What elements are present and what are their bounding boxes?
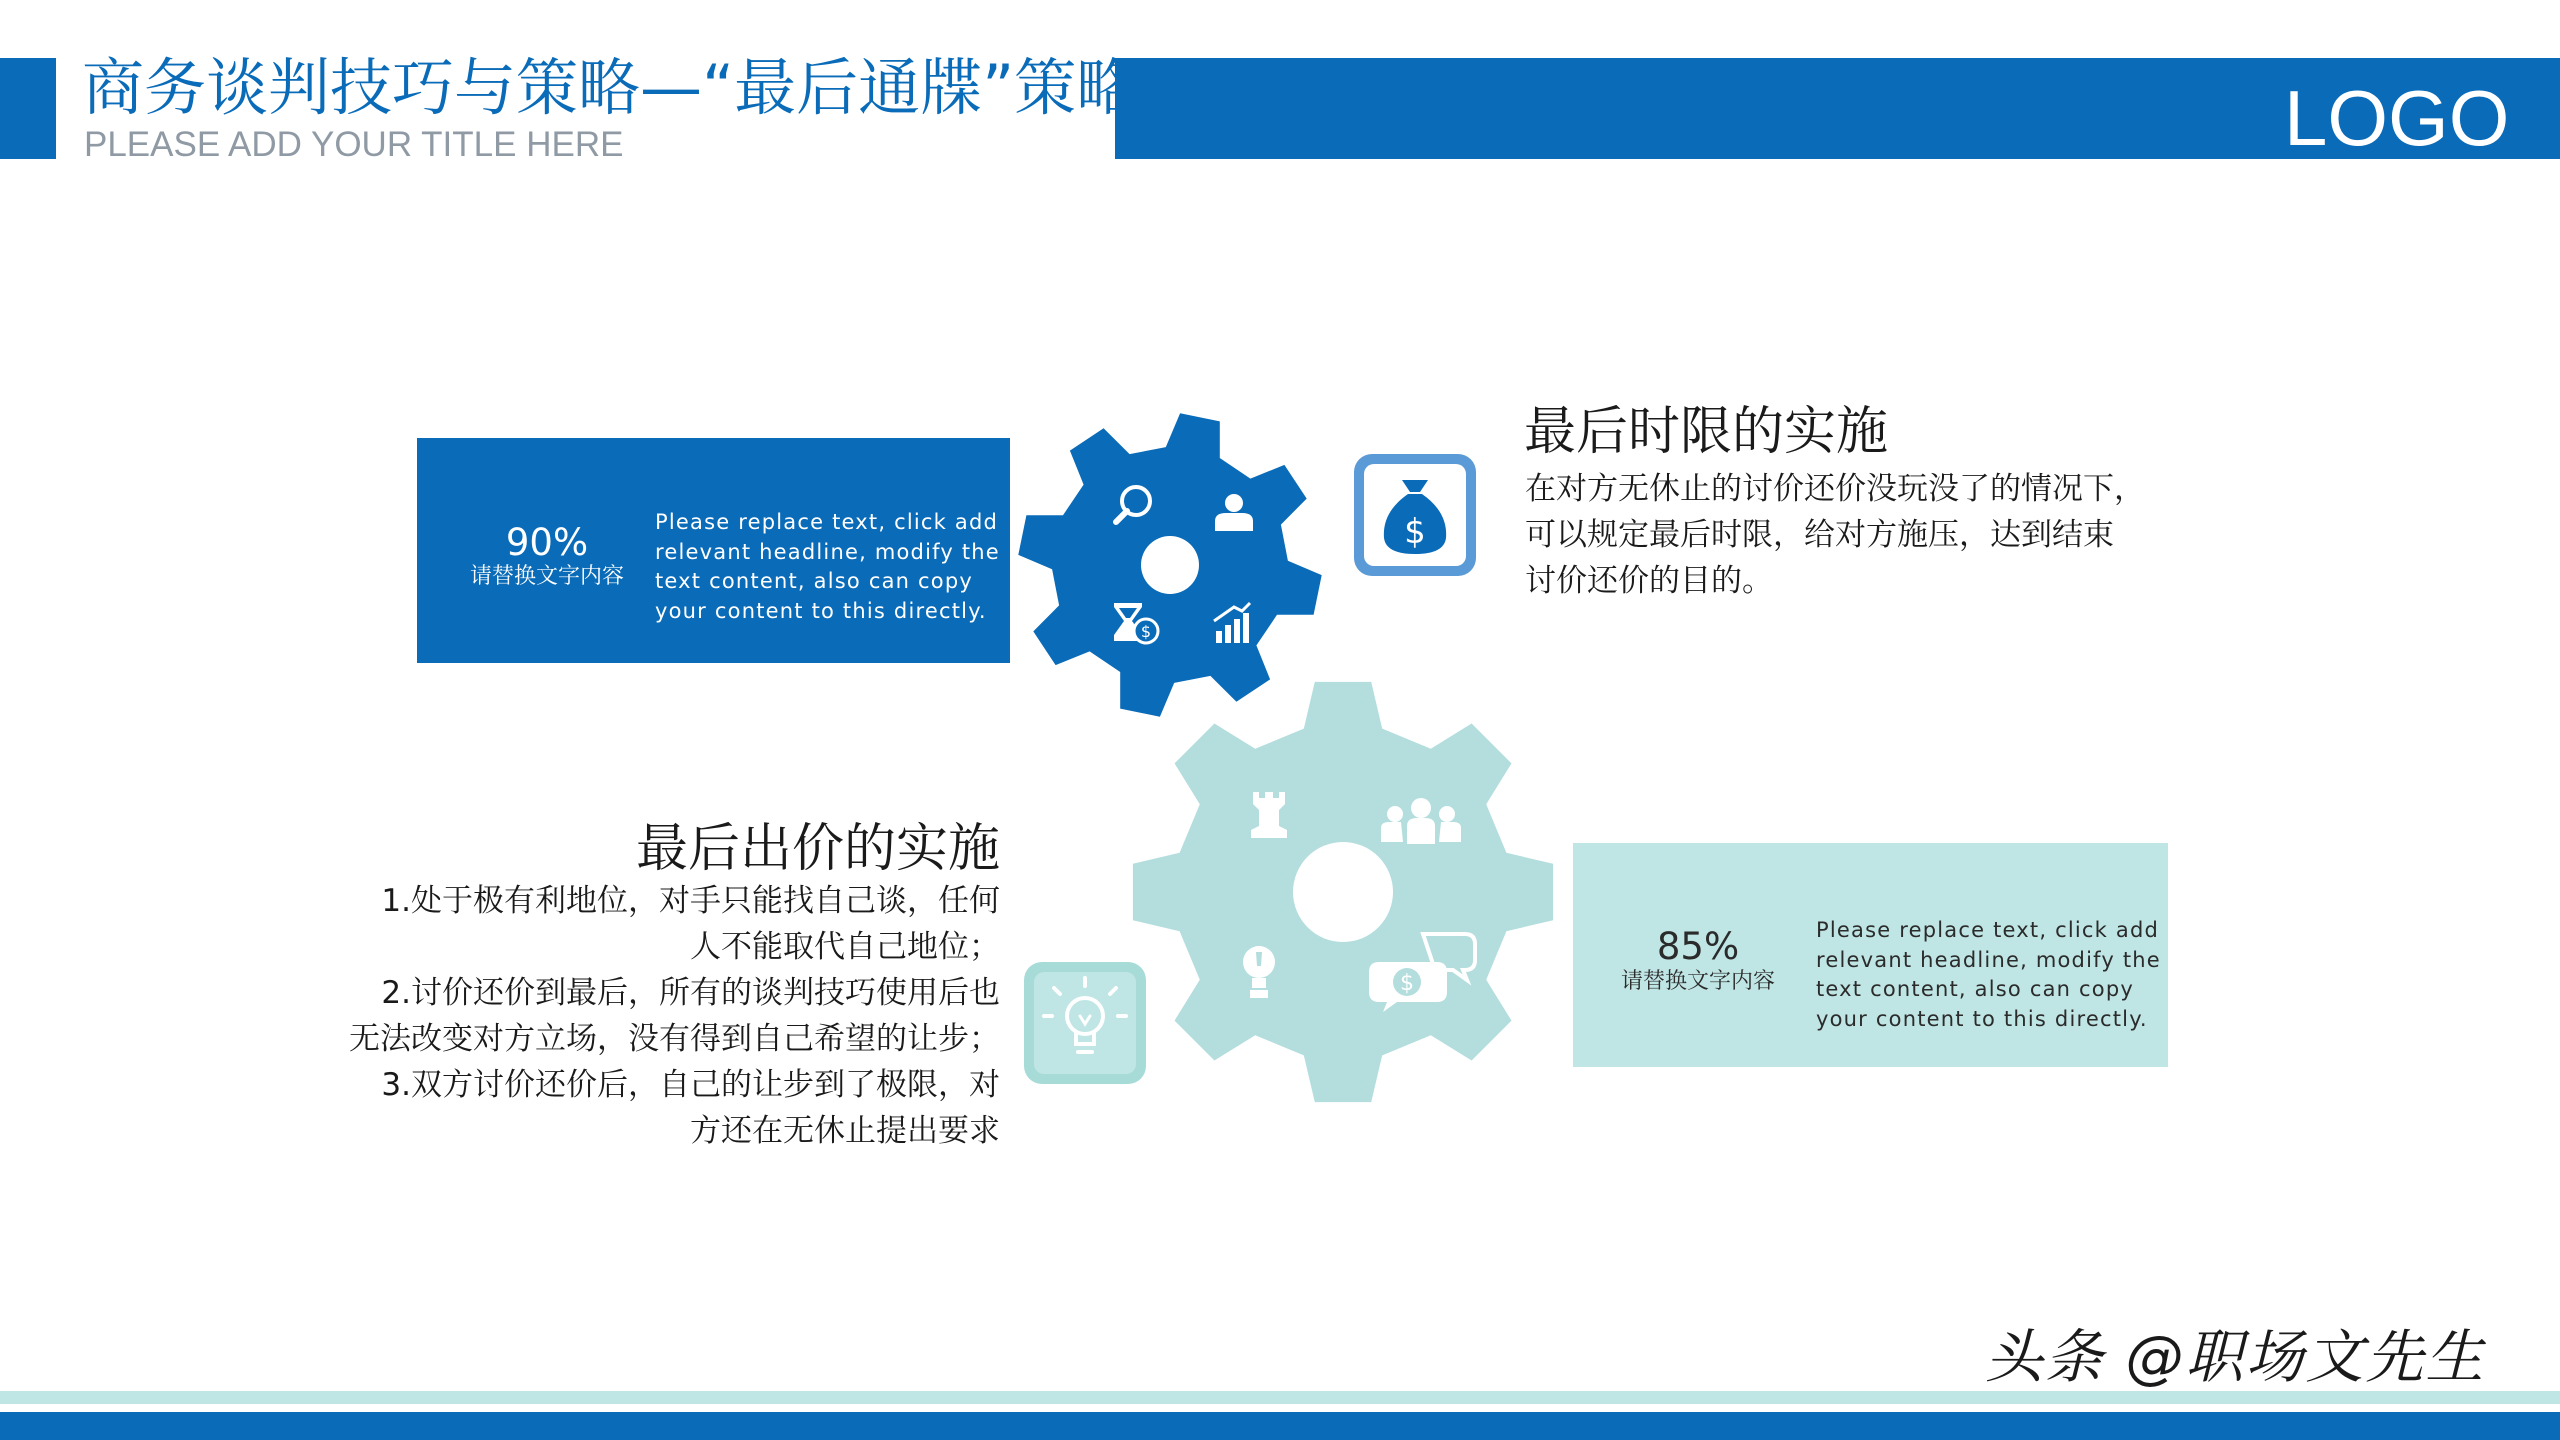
gear-bottom-hole <box>1293 842 1393 942</box>
card-top-text: Please replace text, click add relevant headline, modify the text content, also can copy your content to this directly. <box>655 510 1000 623</box>
info-card-bottom <box>1573 843 2168 1067</box>
svg-text:$: $ <box>1140 622 1152 641</box>
card-top-label: 请替换文字内容 <box>469 564 624 589</box>
info-card-top <box>417 438 1010 663</box>
section-right-heading: 最后时限的实施 <box>1524 402 1889 462</box>
watermark: 头条 @职场文先生 <box>1985 1323 2486 1391</box>
card-bottom-text: Please replace text, click add relevant headline, modify the text content, also can copy your content to this directly. <box>1816 918 2161 1031</box>
card-top-percent: 90% <box>505 521 589 564</box>
footer-light-bar <box>0 1391 2560 1404</box>
page-subtitle: PLEASE ADD YOUR TITLE HERE <box>84 125 624 164</box>
page-title: 商务谈判技巧与策略—“最后通牒”策略 <box>82 51 1139 124</box>
section-left-body: 1.处于极有利地位，对手只能找自己谈，任何 人不能取代自己地位； 2.讨价还价到最后，所有的谈判技巧使用后也 无法改变对方立场，没有得到自己希望的让步； 3.双方讨价还价后，自己的让步到了极限，对 方还在无休止提出要求 <box>349 883 1000 1149</box>
card-bottom-label: 请替换文字内容 <box>1620 969 1775 994</box>
section-right-body: 在对方无休止的讨价还价没玩没了的情况下， 可以规定最后时限，给对方施压，达到结束 讨价还价的目的。 <box>1525 471 2145 599</box>
svg-text:$: $ <box>1400 971 1414 996</box>
footer-blue-bar <box>0 1412 2560 1440</box>
logo: LOGO <box>2284 74 2510 162</box>
svg-text:$: $ <box>1404 512 1426 552</box>
card-bottom-percent: 85% <box>1656 925 1740 968</box>
lightbulb-badge <box>1020 958 1150 1088</box>
header-left-bar <box>0 58 56 159</box>
gear-top-hole <box>1141 536 1199 594</box>
section-left-heading: 最后出价的实施 <box>635 819 1000 879</box>
gear-bottom <box>1128 677 1558 1107</box>
money-bag-badge <box>1350 450 1480 580</box>
